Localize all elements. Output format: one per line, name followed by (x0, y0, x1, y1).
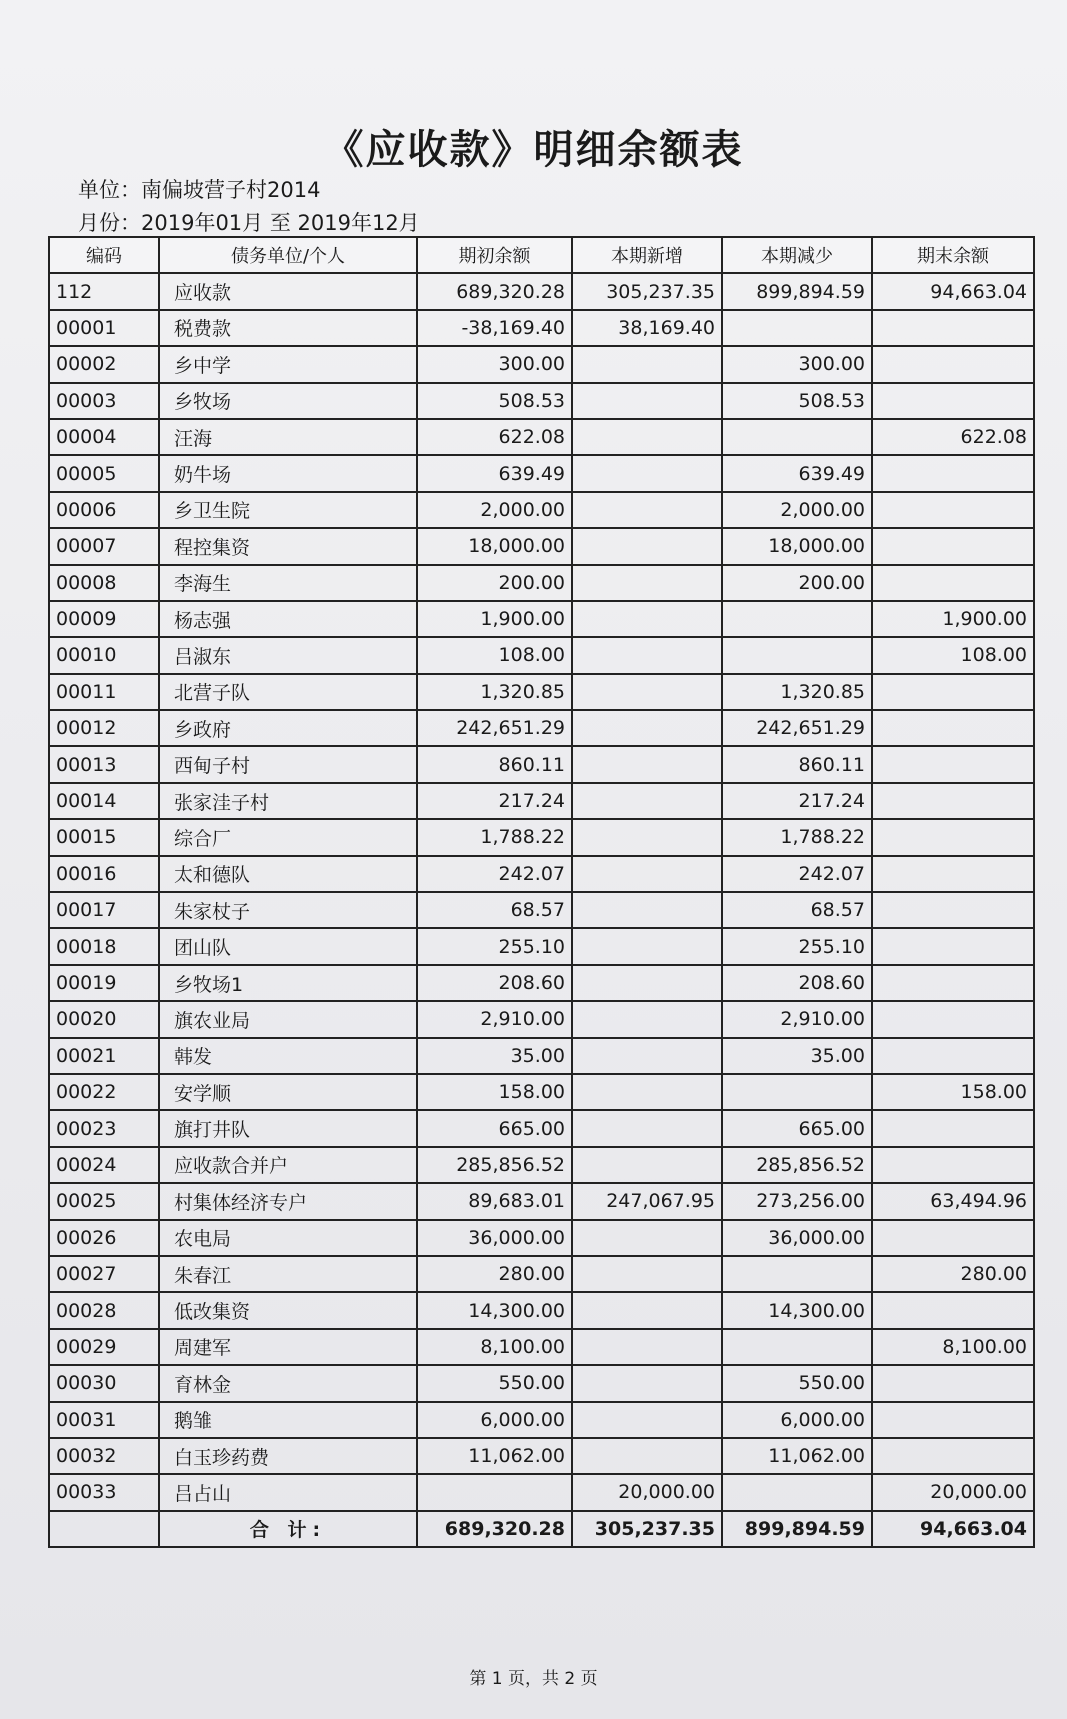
row-period-increase (572, 383, 722, 419)
table-row (49, 346, 1034, 382)
row-closing-balance (872, 565, 1034, 601)
row-period-decrease: 208.60 (722, 965, 872, 1001)
total-opening-balance: 689,320.28 (417, 1511, 572, 1547)
row-debtor: 奶牛场 (159, 455, 417, 491)
row-opening-balance: 2,000.00 (417, 492, 572, 528)
row-code: 00009 (49, 601, 159, 637)
row-period-increase (572, 346, 722, 382)
row-closing-balance (872, 528, 1034, 564)
row-period-decrease: 1,788.22 (722, 819, 872, 855)
row-debtor: 朱家杖子 (159, 892, 417, 928)
row-opening-balance: 285,856.52 (417, 1147, 572, 1183)
row-period-increase (572, 1220, 722, 1256)
row-period-decrease: 508.53 (722, 383, 872, 419)
row-opening-balance (417, 1474, 572, 1510)
table-body (49, 273, 1034, 1510)
table-total-row (49, 1511, 1034, 1547)
row-opening-balance: 14,300.00 (417, 1292, 572, 1328)
unit-label: 单位：南偏坡营子村2014 (78, 178, 321, 202)
balance-table-container (48, 236, 1033, 1548)
table-row (49, 1329, 1034, 1365)
row-closing-balance: 1,900.00 (872, 601, 1034, 637)
row-code: 00012 (49, 710, 159, 746)
row-period-increase (572, 1402, 722, 1438)
row-period-decrease: 242,651.29 (722, 710, 872, 746)
row-opening-balance: 508.53 (417, 383, 572, 419)
row-closing-balance (872, 310, 1034, 346)
row-code: 00011 (49, 674, 159, 710)
row-opening-balance: 18,000.00 (417, 528, 572, 564)
table-row (49, 310, 1034, 346)
row-opening-balance: 860.11 (417, 746, 572, 782)
row-period-decrease: 2,000.00 (722, 492, 872, 528)
row-period-increase (572, 746, 722, 782)
row-period-decrease (722, 1329, 872, 1365)
row-closing-balance (872, 674, 1034, 710)
total-code-cell (49, 1511, 159, 1547)
row-closing-balance: 94,663.04 (872, 273, 1034, 309)
row-opening-balance: 200.00 (417, 565, 572, 601)
row-period-decrease: 300.00 (722, 346, 872, 382)
row-code: 00008 (49, 565, 159, 601)
row-period-increase (572, 1074, 722, 1110)
row-opening-balance: 242.07 (417, 856, 572, 892)
row-code: 00027 (49, 1256, 159, 1292)
row-closing-balance: 20,000.00 (872, 1474, 1034, 1510)
row-debtor: 李海生 (159, 565, 417, 601)
row-code: 00032 (49, 1438, 159, 1474)
row-period-decrease: 36,000.00 (722, 1220, 872, 1256)
row-period-increase: 305,237.35 (572, 273, 722, 309)
row-code: 00026 (49, 1220, 159, 1256)
row-period-decrease: 14,300.00 (722, 1292, 872, 1328)
row-debtor: 综合厂 (159, 819, 417, 855)
row-period-decrease: 18,000.00 (722, 528, 872, 564)
row-debtor: 农电局 (159, 1220, 417, 1256)
table-row (49, 1147, 1034, 1183)
row-closing-balance (872, 783, 1034, 819)
row-opening-balance: 11,062.00 (417, 1438, 572, 1474)
row-opening-balance: 158.00 (417, 1074, 572, 1110)
row-period-increase (572, 819, 722, 855)
table-row (49, 1183, 1034, 1219)
row-closing-balance (872, 1001, 1034, 1037)
row-period-increase (572, 965, 722, 1001)
header-code: 编码 (49, 237, 159, 273)
row-period-decrease: 2,910.00 (722, 1001, 872, 1037)
row-code: 00007 (49, 528, 159, 564)
row-debtor: 鹅雏 (159, 1402, 417, 1438)
document-title: 《应收款》明细余额表 (323, 127, 744, 173)
row-code: 00031 (49, 1402, 159, 1438)
total-label: 合 计: (159, 1511, 417, 1547)
row-period-increase (572, 1365, 722, 1401)
row-period-increase (572, 674, 722, 710)
row-period-decrease: 255.10 (722, 928, 872, 964)
table-row (49, 601, 1034, 637)
row-code: 00018 (49, 928, 159, 964)
row-debtor: 安学顺 (159, 1074, 417, 1110)
table-row (49, 892, 1034, 928)
table-row (49, 455, 1034, 491)
row-period-decrease: 217.24 (722, 783, 872, 819)
row-code: 00016 (49, 856, 159, 892)
row-closing-balance: 8,100.00 (872, 1329, 1034, 1365)
table-row (49, 1438, 1034, 1474)
row-opening-balance: -38,169.40 (417, 310, 572, 346)
row-debtor: 韩发 (159, 1038, 417, 1074)
row-code: 00013 (49, 746, 159, 782)
table-row (49, 856, 1034, 892)
row-closing-balance: 158.00 (872, 1074, 1034, 1110)
row-period-increase (572, 1438, 722, 1474)
table-row (49, 1292, 1034, 1328)
table-row (49, 928, 1034, 964)
row-closing-balance: 622.08 (872, 419, 1034, 455)
table-row (49, 637, 1034, 673)
row-closing-balance: 63,494.96 (872, 1183, 1034, 1219)
row-code: 00015 (49, 819, 159, 855)
header-closing-balance: 期末余额 (872, 237, 1034, 273)
row-closing-balance: 280.00 (872, 1256, 1034, 1292)
row-closing-balance (872, 1365, 1034, 1401)
header-period-decrease: 本期减少 (722, 237, 872, 273)
row-period-increase (572, 637, 722, 673)
row-period-increase (572, 455, 722, 491)
header-debtor: 债务单位/个人 (159, 237, 417, 273)
table-row (49, 419, 1034, 455)
page-number: 第 1 页，共 2 页 (469, 1669, 598, 1689)
row-opening-balance: 550.00 (417, 1365, 572, 1401)
row-debtor: 乡牧场1 (159, 965, 417, 1001)
row-opening-balance: 280.00 (417, 1256, 572, 1292)
row-period-decrease: 1,320.85 (722, 674, 872, 710)
row-period-decrease (722, 1256, 872, 1292)
row-debtor: 杨志强 (159, 601, 417, 637)
row-opening-balance: 68.57 (417, 892, 572, 928)
table-row (49, 1256, 1034, 1292)
row-period-increase (572, 601, 722, 637)
row-debtor: 吕占山 (159, 1474, 417, 1510)
balance-table (48, 236, 1035, 1548)
row-opening-balance: 36,000.00 (417, 1220, 572, 1256)
row-code: 00029 (49, 1329, 159, 1365)
table-row (49, 1402, 1034, 1438)
row-period-decrease: 860.11 (722, 746, 872, 782)
row-period-decrease: 11,062.00 (722, 1438, 872, 1474)
row-closing-balance (872, 819, 1034, 855)
row-code: 00002 (49, 346, 159, 382)
row-period-decrease: 200.00 (722, 565, 872, 601)
row-period-decrease (722, 419, 872, 455)
row-period-decrease (722, 601, 872, 637)
row-closing-balance (872, 928, 1034, 964)
row-debtor: 北营子队 (159, 674, 417, 710)
row-debtor: 村集体经济专户 (159, 1183, 417, 1219)
table-row (49, 1038, 1034, 1074)
row-code: 00030 (49, 1365, 159, 1401)
row-code: 00028 (49, 1292, 159, 1328)
row-debtor: 应收款 (159, 273, 417, 309)
row-code: 00020 (49, 1001, 159, 1037)
row-period-increase (572, 1147, 722, 1183)
table-row (49, 1110, 1034, 1146)
row-period-increase (572, 710, 722, 746)
row-debtor: 育林金 (159, 1365, 417, 1401)
row-code: 00005 (49, 455, 159, 491)
row-closing-balance: 108.00 (872, 637, 1034, 673)
row-code: 00025 (49, 1183, 159, 1219)
table-row (49, 1001, 1034, 1037)
total-closing-balance: 94,663.04 (872, 1511, 1034, 1547)
row-closing-balance (872, 455, 1034, 491)
row-period-decrease: 639.49 (722, 455, 872, 491)
table-row (49, 1074, 1034, 1110)
table-row (49, 273, 1034, 309)
row-closing-balance (872, 1147, 1034, 1183)
row-opening-balance: 6,000.00 (417, 1402, 572, 1438)
row-code: 00033 (49, 1474, 159, 1510)
row-debtor: 太和德队 (159, 856, 417, 892)
row-closing-balance (872, 1220, 1034, 1256)
row-period-decrease: 899,894.59 (722, 273, 872, 309)
table-row (49, 674, 1034, 710)
row-period-increase (572, 1256, 722, 1292)
row-closing-balance (872, 346, 1034, 382)
row-opening-balance: 1,900.00 (417, 601, 572, 637)
row-period-increase: 20,000.00 (572, 1474, 722, 1510)
table-row (49, 819, 1034, 855)
row-debtor: 白玉珍药费 (159, 1438, 417, 1474)
row-debtor: 乡政府 (159, 710, 417, 746)
row-closing-balance (872, 710, 1034, 746)
row-period-increase: 247,067.95 (572, 1183, 722, 1219)
row-period-decrease: 273,256.00 (722, 1183, 872, 1219)
row-period-decrease (722, 1474, 872, 1510)
row-debtor: 应收款合并户 (159, 1147, 417, 1183)
row-debtor: 张家洼子村 (159, 783, 417, 819)
row-opening-balance: 300.00 (417, 346, 572, 382)
header-period-increase: 本期新增 (572, 237, 722, 273)
row-period-increase (572, 856, 722, 892)
row-closing-balance (872, 1038, 1034, 1074)
table-row (49, 746, 1034, 782)
table-row (49, 492, 1034, 528)
row-period-increase (572, 492, 722, 528)
row-closing-balance (872, 492, 1034, 528)
row-opening-balance: 689,320.28 (417, 273, 572, 309)
row-code: 00021 (49, 1038, 159, 1074)
row-code: 00024 (49, 1147, 159, 1183)
row-period-decrease (722, 1074, 872, 1110)
row-opening-balance: 1,788.22 (417, 819, 572, 855)
row-closing-balance (872, 892, 1034, 928)
row-opening-balance: 665.00 (417, 1110, 572, 1146)
total-period-increase: 305,237.35 (572, 1511, 722, 1547)
row-code: 00017 (49, 892, 159, 928)
row-debtor: 旗农业局 (159, 1001, 417, 1037)
row-code: 00019 (49, 965, 159, 1001)
row-debtor: 程控集资 (159, 528, 417, 564)
row-period-decrease (722, 637, 872, 673)
row-period-increase (572, 783, 722, 819)
row-period-increase (572, 1001, 722, 1037)
row-period-increase (572, 1038, 722, 1074)
table-row (49, 1474, 1034, 1510)
row-code: 00006 (49, 492, 159, 528)
row-debtor: 旗打井队 (159, 1110, 417, 1146)
table-row (49, 710, 1034, 746)
row-period-decrease: 550.00 (722, 1365, 872, 1401)
row-opening-balance: 1,320.85 (417, 674, 572, 710)
row-opening-balance: 639.49 (417, 455, 572, 491)
row-period-increase (572, 1329, 722, 1365)
row-debtor: 乡牧场 (159, 383, 417, 419)
row-debtor: 汪海 (159, 419, 417, 455)
row-debtor: 低改集资 (159, 1292, 417, 1328)
row-opening-balance: 8,100.00 (417, 1329, 572, 1365)
row-code: 00022 (49, 1074, 159, 1110)
row-debtor: 乡卫生院 (159, 492, 417, 528)
row-period-increase (572, 565, 722, 601)
row-opening-balance: 2,910.00 (417, 1001, 572, 1037)
table-row (49, 1220, 1034, 1256)
row-debtor: 吕淑东 (159, 637, 417, 673)
row-period-increase (572, 1110, 722, 1146)
row-period-decrease: 285,856.52 (722, 1147, 872, 1183)
row-opening-balance: 255.10 (417, 928, 572, 964)
row-period-decrease: 35.00 (722, 1038, 872, 1074)
header-opening-balance: 期初余额 (417, 237, 572, 273)
table-row (49, 383, 1034, 419)
row-period-increase: 38,169.40 (572, 310, 722, 346)
row-code: 00023 (49, 1110, 159, 1146)
row-opening-balance: 622.08 (417, 419, 572, 455)
row-debtor: 税费款 (159, 310, 417, 346)
row-opening-balance: 217.24 (417, 783, 572, 819)
row-debtor: 西甸子村 (159, 746, 417, 782)
row-period-increase (572, 419, 722, 455)
row-debtor: 乡中学 (159, 346, 417, 382)
row-period-decrease: 68.57 (722, 892, 872, 928)
row-period-decrease: 242.07 (722, 856, 872, 892)
row-closing-balance (872, 965, 1034, 1001)
row-debtor: 朱春江 (159, 1256, 417, 1292)
row-period-increase (572, 892, 722, 928)
row-period-decrease (722, 310, 872, 346)
row-closing-balance (872, 1402, 1034, 1438)
table-row (49, 565, 1034, 601)
row-code: 00014 (49, 783, 159, 819)
row-period-increase (572, 1292, 722, 1328)
row-opening-balance: 35.00 (417, 1038, 572, 1074)
row-period-decrease: 6,000.00 (722, 1402, 872, 1438)
row-period-increase (572, 528, 722, 564)
table-row (49, 528, 1034, 564)
row-opening-balance: 208.60 (417, 965, 572, 1001)
row-opening-balance: 108.00 (417, 637, 572, 673)
row-closing-balance (872, 856, 1034, 892)
row-closing-balance (872, 1438, 1034, 1474)
row-code: 112 (49, 273, 159, 309)
row-closing-balance (872, 746, 1034, 782)
row-period-decrease: 665.00 (722, 1110, 872, 1146)
row-period-increase (572, 928, 722, 964)
table-row (49, 1365, 1034, 1401)
table-row (49, 965, 1034, 1001)
total-period-decrease: 899,894.59 (722, 1511, 872, 1547)
row-code: 00001 (49, 310, 159, 346)
row-code: 00010 (49, 637, 159, 673)
row-code: 00003 (49, 383, 159, 419)
row-opening-balance: 89,683.01 (417, 1183, 572, 1219)
row-closing-balance (872, 1292, 1034, 1328)
row-code: 00004 (49, 419, 159, 455)
month-range-label: 月份：2019年01月 至 2019年12月 (78, 211, 420, 235)
row-closing-balance (872, 383, 1034, 419)
table-row (49, 783, 1034, 819)
table-header-row (49, 237, 1034, 273)
row-debtor: 周建军 (159, 1329, 417, 1365)
row-debtor: 团山队 (159, 928, 417, 964)
row-closing-balance (872, 1110, 1034, 1146)
row-opening-balance: 242,651.29 (417, 710, 572, 746)
